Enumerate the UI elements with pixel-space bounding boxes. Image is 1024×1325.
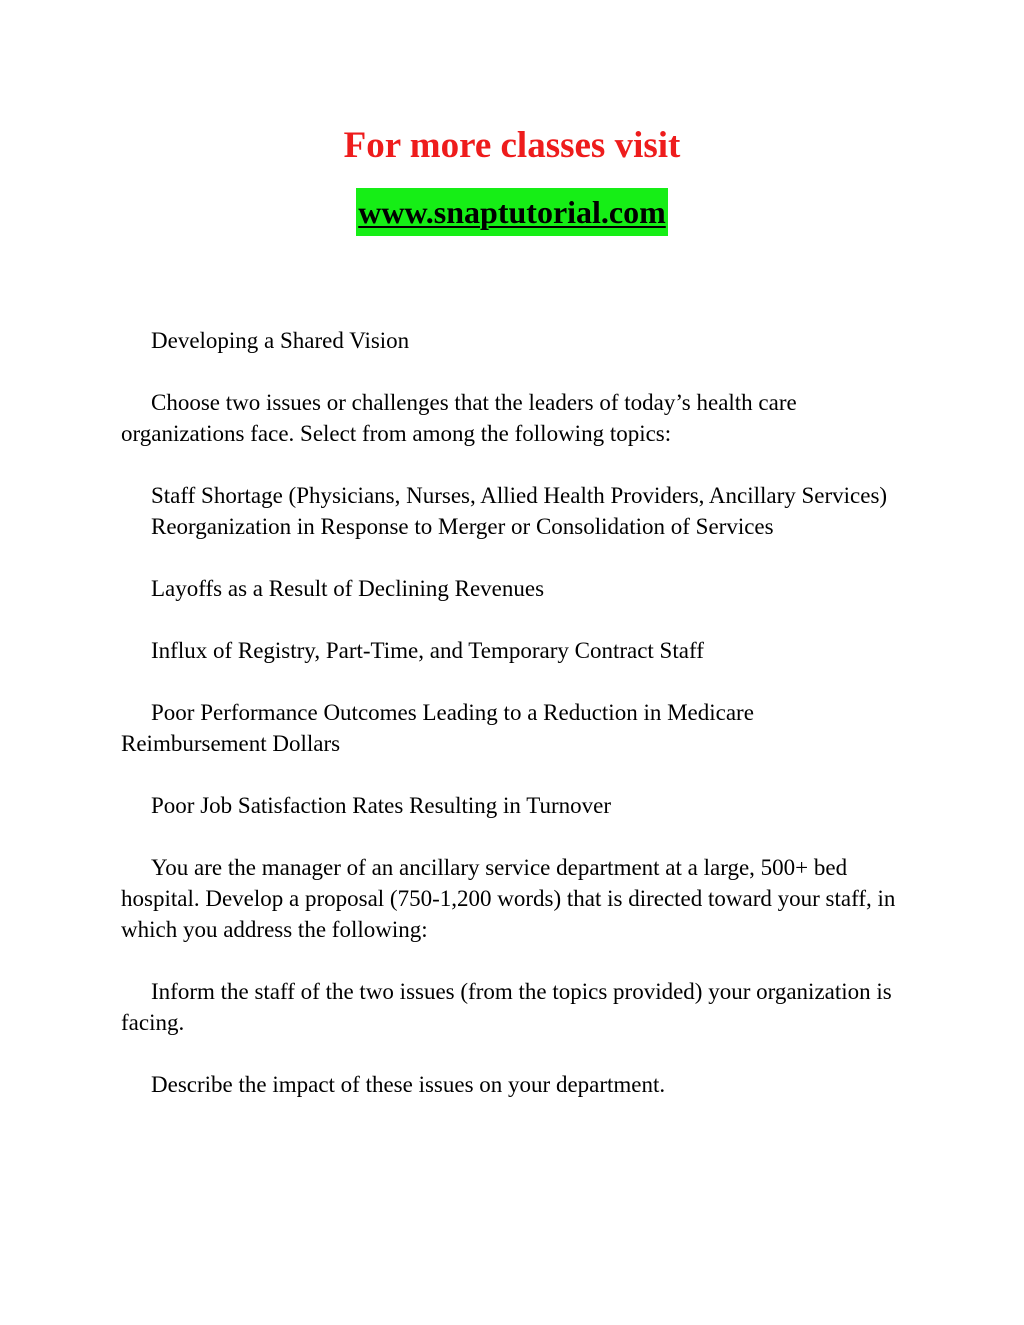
promo-title bbox=[0, 120, 1024, 172]
promo-link-wrap bbox=[0, 188, 1024, 236]
document-heading: Developing a Shared Vision bbox=[151, 328, 410, 353]
topic-item-poor-performance: Poor Performance Outcomes Leading to a Reduction in Medicare Reimbursement Dollars bbox=[121, 700, 754, 756]
topic-item-influx: Influx of Registry, Part-Time, and Temporary Contract Staff bbox=[151, 638, 704, 663]
promo-title-text: For more classes visit bbox=[343, 125, 681, 166]
topic-item-job-satisfaction: Poor Job Satisfaction Rates Resulting in Turnover bbox=[151, 793, 611, 818]
paragraph-spacer bbox=[121, 449, 901, 480]
document-body bbox=[121, 325, 901, 1100]
paragraph-spacer bbox=[121, 666, 901, 697]
paragraph-spacer bbox=[121, 604, 901, 635]
paragraph-spacer bbox=[121, 356, 901, 387]
topic-item-staff-shortage: Staff Shortage (Physicians, Nurses, Allied Health Providers, Ancillary Services) bbox=[151, 483, 888, 508]
paragraph-spacer bbox=[121, 542, 901, 573]
paragraph-spacer bbox=[121, 821, 901, 852]
paragraph-spacer bbox=[121, 1038, 901, 1069]
intro-paragraph: Choose two issues or challenges that the leaders of today’s health care organizations face. Select from among the following topics: bbox=[121, 390, 797, 446]
task-item-inform: Inform the staff of the two issues (from the topics provided) your organization is facing. bbox=[121, 979, 892, 1035]
topic-item-reorganization: Reorganization in Response to Merger or Consolidation of Services bbox=[151, 514, 774, 539]
task-item-describe: Describe the impact of these issues on your department. bbox=[151, 1072, 666, 1097]
assignment-paragraph: You are the manager of an ancillary service department at a large, 500+ bed hospital. Develop a proposal (750-1,200 words) that is directed toward your staff, in which you address the following: bbox=[121, 855, 896, 942]
paragraph-spacer bbox=[121, 759, 901, 790]
topic-item-layoffs: Layoffs as a Result of Declining Revenues bbox=[151, 576, 545, 601]
promo-link[interactable]: www.snaptutorial.com bbox=[356, 188, 668, 236]
paragraph-spacer bbox=[121, 945, 901, 976]
